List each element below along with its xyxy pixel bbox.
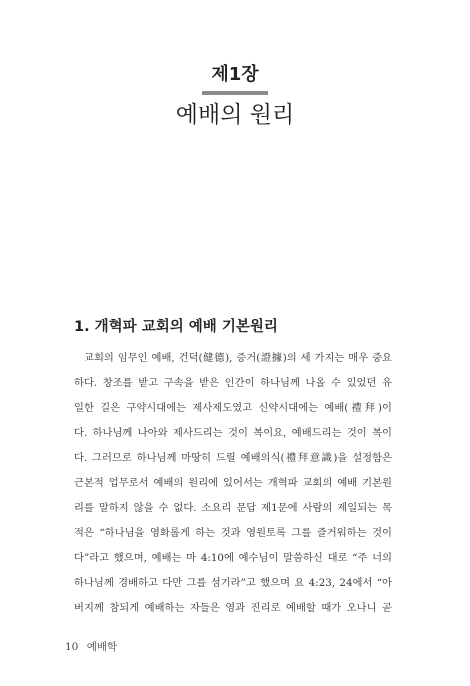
body-line: 하나님께 경배하고 다만 그를 섬기라”고 했으며 요 4:23, 24에서 “아 <box>74 577 392 589</box>
page-footer <box>65 639 117 654</box>
running-title: 예배학 <box>86 641 118 653</box>
body-line: 리를 말하지 않을 수 없다. 소요리 문답 제1문에 사람의 제일되는 목 <box>74 502 392 514</box>
body-line: 다. 그러므로 하나님께 마땅히 드릴 예배의식(禮拜意識)을 설정함은 <box>74 452 392 464</box>
body-line: 교회의 임무인 예배, 건덕(健德), 증거(證據)의 세 가지는 매우 중요 <box>84 352 392 364</box>
chapter-title: 예배의 원리 <box>175 102 295 128</box>
body-line: 다”라고 했으며, 예배는 마 4:10에 예수님이 말씀하신 대로 “주 너의 <box>74 552 392 564</box>
chapter-divider <box>202 91 268 95</box>
body-line: 다. 하나님께 나아와 제사드리는 것이 복이요, 예배드리는 것이 복이 <box>74 427 392 439</box>
section-heading: 1. 개혁파 교회의 예배 기본원리 <box>74 319 278 335</box>
body-line: 하다. 창조를 받고 구속을 받은 인간이 하나님께 나올 수 있었던 유 <box>74 377 392 389</box>
page-number: 10 <box>65 641 79 653</box>
chapter-label: 제1장 <box>211 64 259 85</box>
body-line: 버지께 참되게 예배하는 자들은 영과 진리로 예배할 때가 오나니 곧 <box>74 602 392 614</box>
body-line: 적은 “하나님을 영화롭게 하는 것과 영원토록 그를 즐거워하는 것이 <box>74 527 392 539</box>
body-line: 근본적 업무로서 예배의 원리에 있어서는 개혁파 교회의 예배 기본원 <box>74 477 392 489</box>
body-line: 일한 길은 구약시대에는 제사제도였고 신약시대에는 예배(禮拜)이 <box>74 402 392 414</box>
body-paragraph <box>74 346 392 621</box>
